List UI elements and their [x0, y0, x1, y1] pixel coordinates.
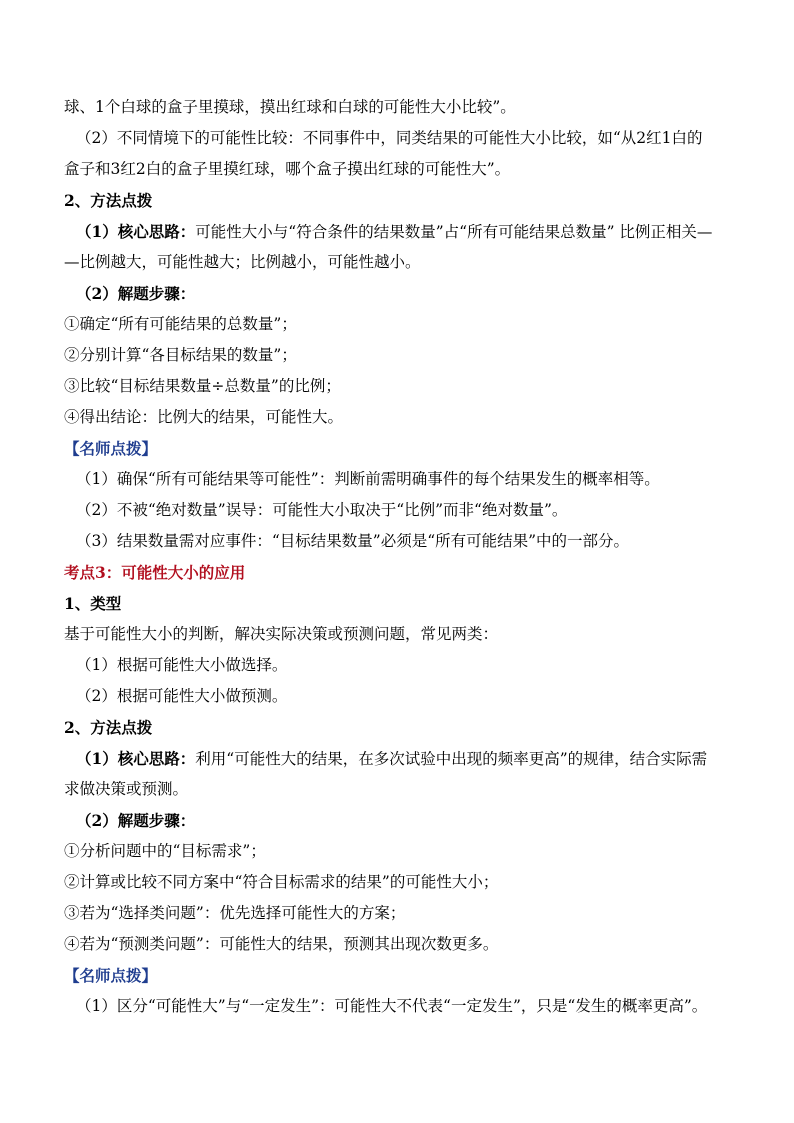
- tip-item: （1）确保“所有可能结果等可能性”：判断前需明确事件的每个结果发生的概率相等。: [76, 470, 660, 488]
- body-text: 可能性大小与“符合条件的结果数量”占“所有可能结果总数量” 比例正相关—: [195, 223, 713, 241]
- list-item: （2）根据可能性大小做预测。: [76, 687, 288, 705]
- step-item: ②计算或比较不同方案中“符合目标需求的结果”的可能性大小；: [64, 873, 499, 891]
- document-body: [64, 92, 736, 1022]
- section-heading: 1、类型: [64, 594, 122, 613]
- body-text: （2）不同情境下的可能性比较：不同事件中，同类结果的可能性大小比较，如“从2红1白的: [76, 129, 703, 147]
- tip-heading: 【名师点拨】: [64, 439, 158, 458]
- body-text: [64, 743, 736, 774]
- label-core-idea: （1）核心思路：: [76, 222, 196, 241]
- body-text: 利用“可能性大的结果，在多次试验中出现的频率更高”的规律，结合实际需: [195, 750, 708, 768]
- tip-item: （2）不被“绝对数量”误导：可能性大小取决于“比例”而非“绝对数量”。: [76, 501, 568, 519]
- body-text: 基于可能性大小的判断，解决实际决策或预测问题，常见两类：: [64, 625, 499, 643]
- body-text: 求做决策或预测。: [64, 780, 189, 798]
- subheading: （2）解题步骤：: [76, 811, 196, 830]
- step-item: ③若为“选择类问题”：优先选择可能性大的方案；: [64, 904, 406, 922]
- section-heading: 2、方法点拨: [64, 718, 153, 737]
- topic-heading: 考点3：可能性大小的应用: [64, 563, 246, 582]
- tip-item: （1）区分“可能性大”与“一定发生”：可能性大不代表“一定发生”，只是“发生的概率更高”。: [76, 997, 708, 1015]
- step-item: ④得出结论：比例大的结果，可能性大。: [64, 408, 344, 426]
- label-core-idea: （1）核心思路：: [76, 749, 196, 768]
- step-item: ②分别计算“各目标结果的数量”；: [64, 346, 297, 364]
- subheading: （2）解题步骤：: [76, 284, 196, 303]
- tip-item: （3）结果数量需对应事件：“目标结果数量”必须是“所有可能结果”中的一部分。: [76, 532, 630, 550]
- step-item: ③比较“目标结果数量÷总数量”的比例；: [64, 377, 341, 395]
- body-text: —比例越大，可能性越大；比例越小，可能性越小。: [64, 253, 421, 271]
- step-item: ①分析问题中的“目标需求”；: [64, 842, 266, 860]
- step-item: ④若为“预测类问题”：可能性大的结果，预测其出现次数更多。: [64, 935, 499, 953]
- body-text: 盒子和3红2白的盒子里摸红球，哪个盒子摸出红球的可能性大”。: [64, 160, 511, 178]
- body-text: [64, 216, 736, 247]
- step-item: ①确定“所有可能结果的总数量”；: [64, 315, 297, 333]
- section-heading: 2、方法点拨: [64, 191, 153, 210]
- body-text: 球、1个白球的盒子里摸球，摸出红球和白球的可能性大小比较”。: [64, 98, 516, 116]
- list-item: （1）根据可能性大小做选择。: [76, 656, 288, 674]
- tip-heading: 【名师点拨】: [64, 966, 158, 985]
